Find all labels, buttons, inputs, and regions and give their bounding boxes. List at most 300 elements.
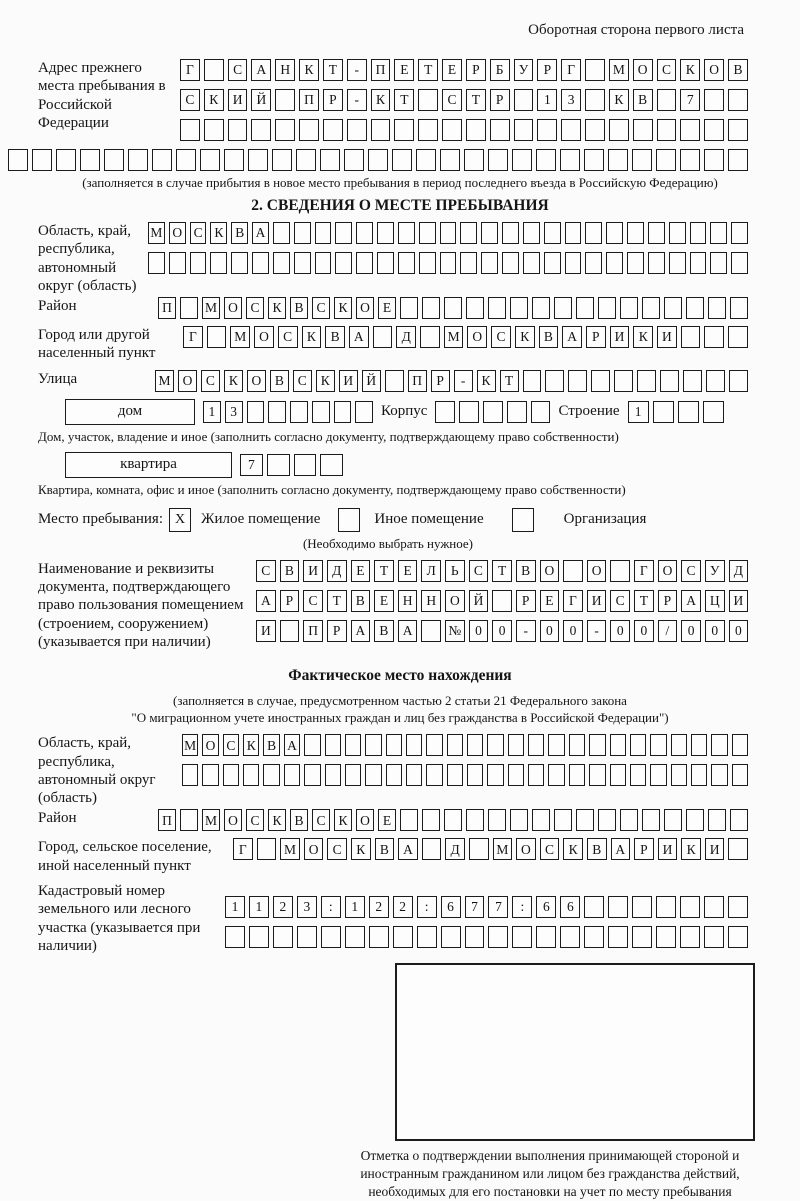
char-cell[interactable] <box>642 809 660 831</box>
char-cell[interactable] <box>630 734 646 756</box>
char-cell[interactable] <box>210 252 227 274</box>
char-cell[interactable]: О <box>247 370 266 392</box>
char-cell[interactable] <box>299 119 319 141</box>
char-cell[interactable] <box>691 764 707 786</box>
char-cell[interactable] <box>680 149 700 171</box>
char-cell[interactable] <box>576 809 594 831</box>
char-cell[interactable] <box>290 401 308 423</box>
char-cell[interactable]: Р <box>327 620 347 642</box>
char-cell[interactable] <box>460 222 477 244</box>
char-cell[interactable] <box>656 149 676 171</box>
char-cell[interactable]: Н <box>398 590 418 612</box>
char-cell[interactable]: Г <box>563 590 583 612</box>
char-cell[interactable] <box>545 370 564 392</box>
char-cell[interactable] <box>606 222 623 244</box>
char-cell[interactable] <box>321 926 341 948</box>
char-cell[interactable]: П <box>158 297 176 319</box>
char-cell[interactable] <box>664 297 682 319</box>
char-cell[interactable]: - <box>347 59 367 81</box>
char-cell[interactable] <box>422 838 442 860</box>
char-cell[interactable] <box>459 401 479 423</box>
char-cell[interactable]: О <box>224 297 242 319</box>
char-cell[interactable]: К <box>351 838 371 860</box>
char-cell[interactable] <box>585 89 605 111</box>
char-cell[interactable]: К <box>210 222 227 244</box>
char-cell[interactable] <box>584 149 604 171</box>
char-cell[interactable]: В <box>290 297 308 319</box>
char-cell[interactable] <box>728 89 748 111</box>
char-cell[interactable]: Т <box>323 59 343 81</box>
char-cell[interactable]: О <box>169 222 186 244</box>
char-cell[interactable] <box>444 809 462 831</box>
char-cell[interactable] <box>369 926 389 948</box>
char-cell[interactable]: 1 <box>249 896 269 918</box>
char-cell[interactable]: О <box>658 560 678 582</box>
char-cell[interactable] <box>528 764 544 786</box>
char-cell[interactable]: М <box>444 326 464 348</box>
char-cell[interactable] <box>467 734 483 756</box>
char-cell[interactable] <box>104 149 124 171</box>
char-cell[interactable] <box>711 764 727 786</box>
char-cell[interactable]: 1 <box>345 896 365 918</box>
char-cell[interactable]: С <box>303 590 323 612</box>
char-cell[interactable] <box>512 926 532 948</box>
char-cell[interactable]: К <box>681 838 701 860</box>
char-cell[interactable]: О <box>445 590 465 612</box>
char-cell[interactable] <box>598 809 616 831</box>
char-cell[interactable]: В <box>374 620 394 642</box>
char-cell[interactable] <box>532 297 550 319</box>
char-cell[interactable]: Г <box>233 838 253 860</box>
char-cell[interactable]: К <box>299 59 319 81</box>
char-cell[interactable]: О <box>467 326 487 348</box>
char-cell[interactable] <box>335 252 352 274</box>
char-cell[interactable] <box>304 734 320 756</box>
char-cell[interactable] <box>440 222 457 244</box>
char-cell[interactable]: Е <box>374 590 394 612</box>
char-cell[interactable] <box>32 149 52 171</box>
char-cell[interactable]: Р <box>537 59 557 81</box>
char-cell[interactable] <box>620 809 638 831</box>
char-cell[interactable]: 1 <box>225 896 245 918</box>
char-cell[interactable] <box>263 764 279 786</box>
char-cell[interactable]: / <box>658 620 678 642</box>
char-cell[interactable]: Е <box>351 560 371 582</box>
char-cell[interactable]: С <box>681 560 701 582</box>
char-cell[interactable]: К <box>243 734 259 756</box>
char-cell[interactable] <box>680 926 700 948</box>
char-cell[interactable]: С <box>246 297 264 319</box>
char-cell[interactable]: С <box>491 326 511 348</box>
char-cell[interactable]: И <box>228 89 248 111</box>
char-cell[interactable]: М <box>202 809 220 831</box>
char-cell[interactable] <box>728 119 748 141</box>
char-cell[interactable] <box>435 401 455 423</box>
char-cell[interactable] <box>728 926 748 948</box>
char-cell[interactable]: - <box>454 370 473 392</box>
char-cell[interactable]: А <box>562 326 582 348</box>
char-cell[interactable] <box>447 734 463 756</box>
char-cell[interactable] <box>642 297 660 319</box>
char-cell[interactable]: А <box>611 838 631 860</box>
char-cell[interactable] <box>393 926 413 948</box>
char-cell[interactable]: С <box>327 838 347 860</box>
char-cell[interactable]: Т <box>374 560 394 582</box>
char-cell[interactable] <box>598 297 616 319</box>
char-cell[interactable]: : <box>512 896 532 918</box>
char-cell[interactable]: В <box>728 59 748 81</box>
char-cell[interactable]: В <box>351 590 371 612</box>
char-cell[interactable]: С <box>223 734 239 756</box>
char-cell[interactable]: С <box>180 89 200 111</box>
char-cell[interactable] <box>704 119 724 141</box>
char-cell[interactable] <box>488 809 506 831</box>
char-cell[interactable]: А <box>349 326 369 348</box>
char-cell[interactable] <box>510 297 528 319</box>
char-cell[interactable] <box>708 809 726 831</box>
char-cell[interactable]: В <box>270 370 289 392</box>
char-cell[interactable] <box>464 149 484 171</box>
char-cell[interactable] <box>377 252 394 274</box>
char-cell[interactable] <box>669 252 686 274</box>
char-cell[interactable]: Р <box>323 89 343 111</box>
char-cell[interactable] <box>560 149 580 171</box>
char-cell[interactable]: С <box>246 809 264 831</box>
char-cell[interactable]: Т <box>500 370 519 392</box>
char-cell[interactable] <box>490 119 510 141</box>
char-cell[interactable] <box>686 297 704 319</box>
char-cell[interactable] <box>656 926 676 948</box>
char-cell[interactable]: Т <box>466 89 486 111</box>
char-cell[interactable]: 0 <box>469 620 489 642</box>
char-cell[interactable] <box>633 119 653 141</box>
char-cell[interactable] <box>488 297 506 319</box>
char-cell[interactable] <box>683 370 702 392</box>
char-cell[interactable] <box>273 222 290 244</box>
char-cell[interactable]: К <box>334 809 352 831</box>
char-cell[interactable] <box>678 401 699 423</box>
char-cell[interactable] <box>207 326 227 348</box>
char-cell[interactable] <box>508 764 524 786</box>
char-cell[interactable] <box>294 252 311 274</box>
char-cell[interactable] <box>686 809 704 831</box>
char-cell[interactable] <box>176 149 196 171</box>
char-cell[interactable] <box>400 297 418 319</box>
char-cell[interactable] <box>488 926 508 948</box>
char-cell[interactable] <box>608 149 628 171</box>
char-cell[interactable]: Р <box>466 59 486 81</box>
char-cell[interactable]: И <box>658 838 678 860</box>
char-cell[interactable] <box>614 370 633 392</box>
char-cell[interactable] <box>56 149 76 171</box>
char-cell[interactable] <box>355 401 373 423</box>
char-cell[interactable] <box>487 734 503 756</box>
char-cell[interactable] <box>637 370 656 392</box>
char-cell[interactable] <box>706 370 725 392</box>
char-cell[interactable] <box>648 252 665 274</box>
char-cell[interactable] <box>200 149 220 171</box>
char-cell[interactable] <box>268 401 286 423</box>
char-cell[interactable] <box>502 252 519 274</box>
char-cell[interactable] <box>422 809 440 831</box>
char-cell[interactable]: О <box>254 326 274 348</box>
char-cell[interactable]: Г <box>180 59 200 81</box>
char-cell[interactable]: - <box>516 620 536 642</box>
char-cell[interactable]: С <box>469 560 489 582</box>
char-cell[interactable]: Б <box>490 59 510 81</box>
char-cell[interactable] <box>465 926 485 948</box>
char-cell[interactable]: П <box>299 89 319 111</box>
char-cell[interactable]: К <box>334 297 352 319</box>
char-cell[interactable]: М <box>148 222 165 244</box>
char-cell[interactable]: № <box>445 620 465 642</box>
char-cell[interactable]: И <box>587 590 607 612</box>
char-cell[interactable] <box>544 222 561 244</box>
char-cell[interactable] <box>544 252 561 274</box>
char-cell[interactable] <box>589 764 605 786</box>
char-cell[interactable] <box>510 809 528 831</box>
char-cell[interactable] <box>223 764 239 786</box>
char-cell[interactable] <box>690 252 707 274</box>
char-cell[interactable]: Р <box>586 326 606 348</box>
char-cell[interactable]: В <box>516 560 536 582</box>
char-cell[interactable]: И <box>610 326 630 348</box>
char-cell[interactable]: К <box>515 326 535 348</box>
char-cell[interactable] <box>202 764 218 786</box>
char-cell[interactable]: 7 <box>240 454 263 476</box>
char-cell[interactable] <box>532 809 550 831</box>
char-cell[interactable]: 6 <box>560 896 580 918</box>
char-cell[interactable]: К <box>680 59 700 81</box>
char-cell[interactable] <box>248 149 268 171</box>
char-cell[interactable] <box>371 119 391 141</box>
char-cell[interactable] <box>297 926 317 948</box>
char-cell[interactable]: 6 <box>536 896 556 918</box>
char-cell[interactable]: А <box>351 620 371 642</box>
char-cell[interactable]: И <box>729 590 749 612</box>
char-cell[interactable] <box>368 149 388 171</box>
char-cell[interactable]: В <box>633 89 653 111</box>
char-cell[interactable] <box>365 734 381 756</box>
char-cell[interactable] <box>469 838 489 860</box>
char-cell[interactable] <box>548 764 564 786</box>
char-cell[interactable] <box>325 764 341 786</box>
char-cell[interactable] <box>680 119 700 141</box>
char-cell[interactable]: Т <box>327 590 347 612</box>
char-cell[interactable]: У <box>705 560 725 582</box>
char-cell[interactable]: М <box>609 59 629 81</box>
char-cell[interactable]: С <box>190 222 207 244</box>
char-cell[interactable] <box>554 297 572 319</box>
char-cell[interactable] <box>345 764 361 786</box>
char-cell[interactable] <box>483 401 503 423</box>
char-cell[interactable] <box>356 222 373 244</box>
char-cell[interactable] <box>304 764 320 786</box>
char-cell[interactable]: М <box>202 297 220 319</box>
char-cell[interactable]: П <box>371 59 391 81</box>
char-cell[interactable] <box>180 297 198 319</box>
char-cell[interactable] <box>664 809 682 831</box>
char-cell[interactable]: 7 <box>488 896 508 918</box>
char-cell[interactable]: С <box>312 809 330 831</box>
char-cell[interactable] <box>421 620 441 642</box>
char-cell[interactable]: Т <box>634 590 654 612</box>
char-cell[interactable] <box>426 734 442 756</box>
char-cell[interactable] <box>729 370 748 392</box>
char-cell[interactable] <box>280 620 300 642</box>
char-cell[interactable] <box>386 734 402 756</box>
char-cell[interactable] <box>657 89 677 111</box>
char-cell[interactable] <box>523 370 542 392</box>
checkbox-organization[interactable] <box>512 508 534 532</box>
char-cell[interactable] <box>589 734 605 756</box>
char-cell[interactable] <box>394 119 414 141</box>
char-cell[interactable] <box>531 401 551 423</box>
char-cell[interactable]: О <box>704 59 724 81</box>
char-cell[interactable] <box>275 119 295 141</box>
char-cell[interactable] <box>536 926 556 948</box>
char-cell[interactable]: А <box>251 59 271 81</box>
char-cell[interactable] <box>426 764 442 786</box>
char-cell[interactable] <box>728 326 748 348</box>
char-cell[interactable] <box>565 222 582 244</box>
char-cell[interactable]: М <box>230 326 250 348</box>
char-cell[interactable]: Г <box>561 59 581 81</box>
char-cell[interactable] <box>731 252 748 274</box>
char-cell[interactable] <box>294 454 317 476</box>
char-cell[interactable] <box>441 926 461 948</box>
char-cell[interactable] <box>704 326 724 348</box>
char-cell[interactable]: Д <box>396 326 416 348</box>
char-cell[interactable] <box>691 734 707 756</box>
char-cell[interactable] <box>704 926 724 948</box>
char-cell[interactable]: К <box>316 370 335 392</box>
char-cell[interactable] <box>650 734 666 756</box>
char-cell[interactable]: Т <box>394 89 414 111</box>
char-cell[interactable] <box>528 734 544 756</box>
char-cell[interactable]: Д <box>327 560 347 582</box>
char-cell[interactable] <box>365 764 381 786</box>
char-cell[interactable]: С <box>201 370 220 392</box>
char-cell[interactable] <box>728 149 748 171</box>
char-cell[interactable] <box>418 89 438 111</box>
char-cell[interactable]: О <box>224 809 242 831</box>
char-cell[interactable] <box>584 896 604 918</box>
char-cell[interactable]: О <box>356 297 374 319</box>
char-cell[interactable] <box>481 222 498 244</box>
char-cell[interactable] <box>584 926 604 948</box>
char-cell[interactable] <box>334 401 352 423</box>
char-cell[interactable]: - <box>347 89 367 111</box>
char-cell[interactable]: 0 <box>681 620 701 642</box>
char-cell[interactable] <box>711 734 727 756</box>
char-cell[interactable] <box>273 252 290 274</box>
char-cell[interactable]: К <box>633 326 653 348</box>
char-cell[interactable] <box>648 222 665 244</box>
char-cell[interactable] <box>190 252 207 274</box>
char-cell[interactable] <box>8 149 28 171</box>
char-cell[interactable]: А <box>398 620 418 642</box>
char-cell[interactable]: С <box>610 590 630 612</box>
char-cell[interactable] <box>418 119 438 141</box>
char-cell[interactable]: А <box>252 222 269 244</box>
char-cell[interactable]: С <box>312 297 330 319</box>
char-cell[interactable] <box>169 252 186 274</box>
char-cell[interactable] <box>247 401 265 423</box>
char-cell[interactable] <box>442 119 462 141</box>
char-cell[interactable]: 2 <box>369 896 389 918</box>
char-cell[interactable]: 3 <box>225 401 243 423</box>
char-cell[interactable]: К <box>302 326 322 348</box>
char-cell[interactable] <box>152 149 172 171</box>
char-cell[interactable] <box>704 149 724 171</box>
char-cell[interactable] <box>627 252 644 274</box>
char-cell[interactable] <box>335 222 352 244</box>
char-cell[interactable] <box>656 896 676 918</box>
char-cell[interactable] <box>325 734 341 756</box>
char-cell[interactable] <box>512 149 532 171</box>
char-cell[interactable]: А <box>398 838 418 860</box>
char-cell[interactable]: 1 <box>628 401 649 423</box>
char-cell[interactable]: 0 <box>634 620 654 642</box>
char-cell[interactable] <box>585 59 605 81</box>
char-cell[interactable] <box>560 926 580 948</box>
char-cell[interactable]: С <box>293 370 312 392</box>
char-cell[interactable] <box>417 926 437 948</box>
char-cell[interactable] <box>460 252 477 274</box>
char-cell[interactable]: И <box>657 326 677 348</box>
char-cell[interactable]: 0 <box>705 620 725 642</box>
char-cell[interactable] <box>296 149 316 171</box>
char-cell[interactable] <box>398 222 415 244</box>
char-cell[interactable] <box>728 896 748 918</box>
char-cell[interactable] <box>730 809 748 831</box>
char-cell[interactable] <box>320 454 343 476</box>
char-cell[interactable] <box>704 89 724 111</box>
char-cell[interactable]: К <box>609 89 629 111</box>
char-cell[interactable] <box>565 252 582 274</box>
char-cell[interactable]: С <box>540 838 560 860</box>
char-cell[interactable] <box>356 252 373 274</box>
char-cell[interactable] <box>243 764 259 786</box>
char-cell[interactable]: 6 <box>441 896 461 918</box>
char-cell[interactable]: В <box>280 560 300 582</box>
char-cell[interactable]: О <box>587 560 607 582</box>
char-cell[interactable]: Т <box>418 59 438 81</box>
char-cell[interactable]: М <box>182 734 198 756</box>
char-cell[interactable]: В <box>231 222 248 244</box>
char-cell[interactable]: А <box>284 734 300 756</box>
char-cell[interactable] <box>561 119 581 141</box>
char-cell[interactable] <box>422 297 440 319</box>
char-cell[interactable] <box>315 252 332 274</box>
char-cell[interactable]: С <box>256 560 276 582</box>
char-cell[interactable] <box>315 222 332 244</box>
char-cell[interactable] <box>704 896 724 918</box>
char-cell[interactable] <box>657 119 677 141</box>
char-cell[interactable]: С <box>657 59 677 81</box>
char-cell[interactable]: Е <box>378 297 396 319</box>
char-cell[interactable] <box>481 252 498 274</box>
char-cell[interactable]: С <box>442 89 462 111</box>
char-cell[interactable]: В <box>325 326 345 348</box>
char-cell[interactable] <box>487 764 503 786</box>
char-cell[interactable] <box>690 222 707 244</box>
char-cell[interactable] <box>267 454 290 476</box>
char-cell[interactable] <box>400 809 418 831</box>
char-cell[interactable] <box>537 119 557 141</box>
char-cell[interactable]: М <box>155 370 174 392</box>
